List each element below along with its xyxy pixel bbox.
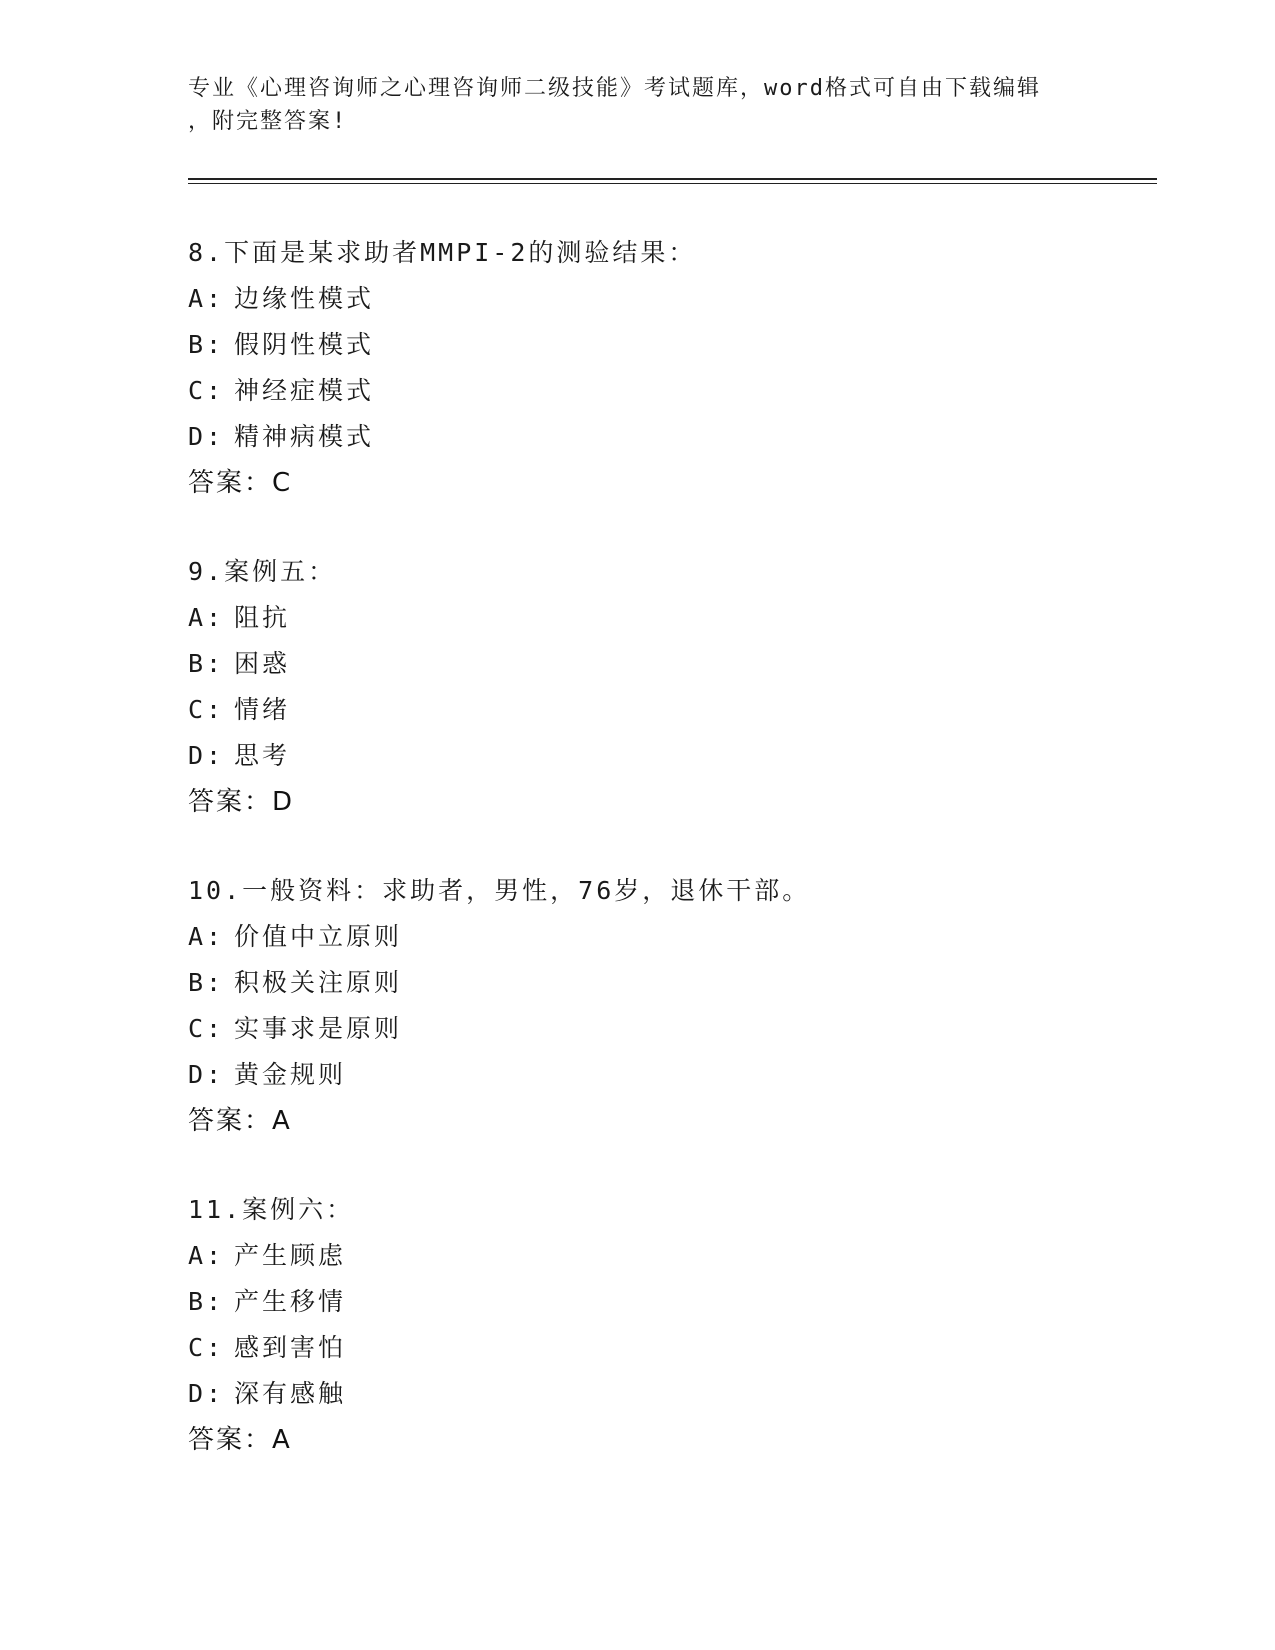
option-text: 积极关注原则	[234, 968, 403, 997]
option-text: 困惑	[234, 649, 291, 678]
option-letter: B:	[188, 968, 225, 997]
option-letter: D:	[188, 422, 225, 451]
option-d	[188, 1371, 1088, 1417]
option-c	[188, 1006, 1088, 1052]
header-divider-thick	[188, 178, 1157, 180]
option-text: 产生移情	[234, 1287, 347, 1316]
question-block	[188, 1187, 1088, 1463]
option-text: 深有感触	[234, 1379, 347, 1408]
option-text: 感到害怕	[234, 1333, 347, 1362]
answer-line: 答案：A	[188, 1106, 292, 1136]
option-c	[188, 368, 1088, 414]
option-d	[188, 1052, 1088, 1098]
option-letter: A:	[188, 922, 225, 951]
option-letter: A:	[188, 284, 225, 313]
option-a	[188, 914, 1088, 960]
answer-line: 答案：C	[188, 468, 293, 498]
question-title: 10.一般资料：求助者，男性，76岁，退休干部。	[188, 876, 811, 905]
option-letter: C:	[188, 376, 225, 405]
option-b	[188, 1279, 1088, 1325]
option-letter: C:	[188, 1333, 225, 1362]
question-title: 8.下面是某求助者MMPI-2的测验结果：	[188, 238, 697, 267]
option-text: 思考	[234, 741, 291, 770]
option-a	[188, 1233, 1088, 1279]
question-block	[188, 549, 1088, 825]
question-title: 9.案例五：	[188, 557, 337, 586]
option-letter: D:	[188, 1060, 225, 1089]
option-text: 情绪	[234, 695, 291, 724]
option-c	[188, 1325, 1088, 1371]
option-a	[188, 595, 1088, 641]
option-letter: B:	[188, 1287, 225, 1316]
option-letter: B:	[188, 649, 225, 678]
answer-line: 答案：D	[188, 787, 295, 817]
option-text: 产生顾虑	[234, 1241, 347, 1270]
option-letter: B:	[188, 330, 225, 359]
option-text: 阻抗	[234, 603, 291, 632]
question-block	[188, 230, 1088, 506]
option-b	[188, 641, 1088, 687]
option-letter: D:	[188, 1379, 225, 1408]
option-c	[188, 687, 1088, 733]
option-b	[188, 960, 1088, 1006]
option-text: 实事求是原则	[234, 1014, 403, 1043]
option-a	[188, 276, 1088, 322]
option-d	[188, 414, 1088, 460]
header-divider-thin	[188, 183, 1157, 184]
option-text: 价值中立原则	[234, 922, 403, 951]
document-header	[188, 72, 1068, 138]
option-b	[188, 322, 1088, 368]
option-letter: A:	[188, 603, 225, 632]
option-letter: D:	[188, 741, 225, 770]
option-text: 精神病模式	[234, 422, 375, 451]
question-title: 11.案例六：	[188, 1195, 355, 1224]
option-letter: C:	[188, 695, 225, 724]
question-block	[188, 868, 1088, 1144]
option-text: 黄金规则	[234, 1060, 347, 1089]
option-text: 神经症模式	[234, 376, 375, 405]
option-text: 假阴性模式	[234, 330, 375, 359]
option-letter: A:	[188, 1241, 225, 1270]
option-text: 边缘性模式	[234, 284, 375, 313]
header-line-2: ，附完整答案!	[188, 109, 348, 134]
option-letter: C:	[188, 1014, 225, 1043]
answer-line: 答案：A	[188, 1425, 292, 1455]
option-d	[188, 733, 1088, 779]
header-line-1: 专业《心理咨询师之心理咨询师二级技能》考试题库，word格式可自由下载编辑	[188, 76, 1041, 101]
